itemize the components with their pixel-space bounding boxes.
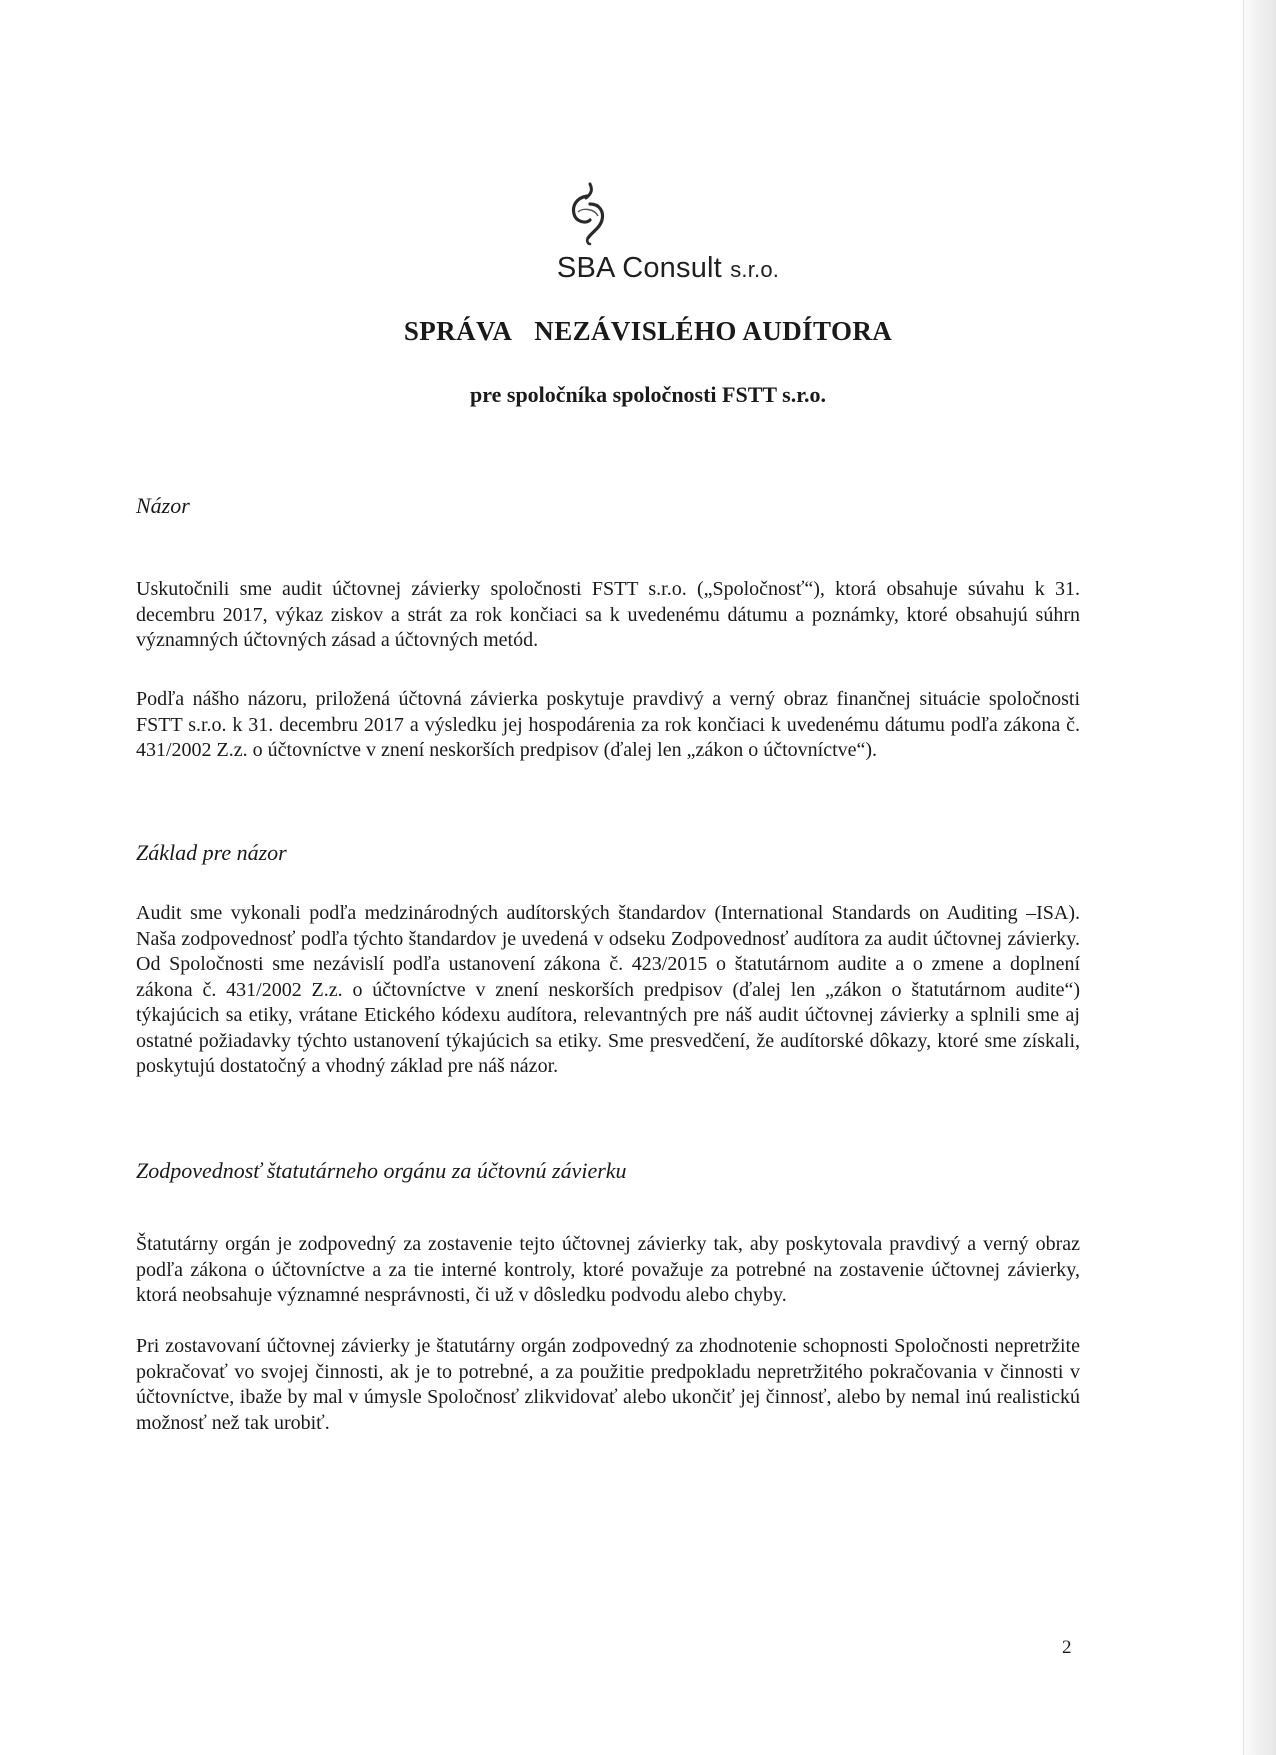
report-title-word2: NEZÁVISLÉHO AUDÍTORA [534, 316, 893, 346]
page-number: 2 [1062, 1637, 1072, 1658]
sba-logo-icon [566, 182, 610, 246]
company-name-text: SBA Consult [556, 252, 722, 284]
basis-paragraph-1 [136, 901, 1080, 1080]
company-suffix: s.r.o. [730, 257, 780, 282]
basis-paragraph-1-text: Audit sme vykonali podľa medzinárodných audítorských štandardov (International Standards on Auditing –ISA). Naša zodpovednosť podľa týchto štandardov je uvedená v odseku Zodpovednosť audítora za audit účtovnej závierky. Od Spoločnosti sme nezávislí podľa ustanovení zákona č. 423/2015 o štatutárnom audite a o zmene a doplnení zákona č. 431/2002 Z.z. o účtovníctve v znení neskorších predpisov (ďalej len „zákon o štatutárnom audite“) týkajúcich sa etiky, vrátane Etického kódexu audítora, relevantných pre náš audit účtovnej závierky a splnili sme aj ostatné požiadavky týchto ustanovení týkajúcich sa etiky. Sme presvedčení, že audítorské dôkazy, ktoré sme získali, poskytujú dostatočný a vhodný základ pre náš názor. [136, 902, 1080, 1077]
section-heading-responsibility: Zodpovednosť štatutárneho orgánu za účtovnú závierku [136, 1158, 627, 1183]
report-title [0, 316, 1276, 347]
report-title-word1: SPRÁVA [403, 316, 513, 346]
opinion-paragraph-1 [136, 577, 1080, 654]
opinion-paragraph-2-text: Podľa nášho názoru, priložená účtovná závierka poskytuje pravdivý a verný obraz finančnej situácie spoločnosti FSTT s.r.o. k 31. decembru 2017 a výsledku jej hospodárenia za rok končiaci k uvedenému dátumu podľa zákona č. 431/2002 Z.z. o účtovníctve v znení neskorších predpisov (ďalej len „zákon o účtovníctve“). [136, 688, 1080, 761]
report-subtitle: pre spoločníka spoločnosti FSTT s.r.o. [470, 382, 826, 407]
responsibility-paragraph-1-text: Štatutárny orgán je zodpovedný za zostavenie tejto účtovnej závierky tak, aby poskytovala pravdivý a verný obraz podľa zákona o účtovníctve a za tie interné kontroly, ktoré považuje za potrebné na zostavenie účtovnej závierky, ktorá neobsahuje významné nesprávnosti, či už v dôsledku podvodu alebo chyby. [136, 1233, 1080, 1306]
responsibility-paragraph-2-text: Pri zostavovaní účtovnej závierky je štatutárny orgán zodpovedný za zhodnotenie schopnosti Spoločnosti nepretržite pokračovať vo svojej činnosti, ak je to potrebné, a za použitie predpokladu nepretržitého pokračovania v činnosti v účtovníctve, ibaže by mal v úmysle Spoločnosť zlikvidovať alebo ukončiť jej činnosť, alebo by nemal inú realistickú možnosť než tak urobiť. [136, 1335, 1080, 1434]
section-heading-opinion: Názor [136, 493, 190, 518]
company-name [0, 252, 1276, 285]
responsibility-paragraph-1 [136, 1232, 1080, 1309]
section-heading-basis: Základ pre názor [136, 840, 287, 865]
opinion-paragraph-1-text: Uskutočnili sme audit účtovnej závierky spoločnosti FSTT s.r.o. („Spoločnosť“), ktorá obsahuje súvahu k 31. decembru 2017, výkaz ziskov a strát za rok končiaci sa k uvedenému dátumu a poznámky, ktoré obsahujú súhrn významných účtovných zásad a účtovných metód. [136, 578, 1080, 651]
responsibility-paragraph-2 [136, 1334, 1080, 1436]
opinion-paragraph-2 [136, 687, 1080, 764]
